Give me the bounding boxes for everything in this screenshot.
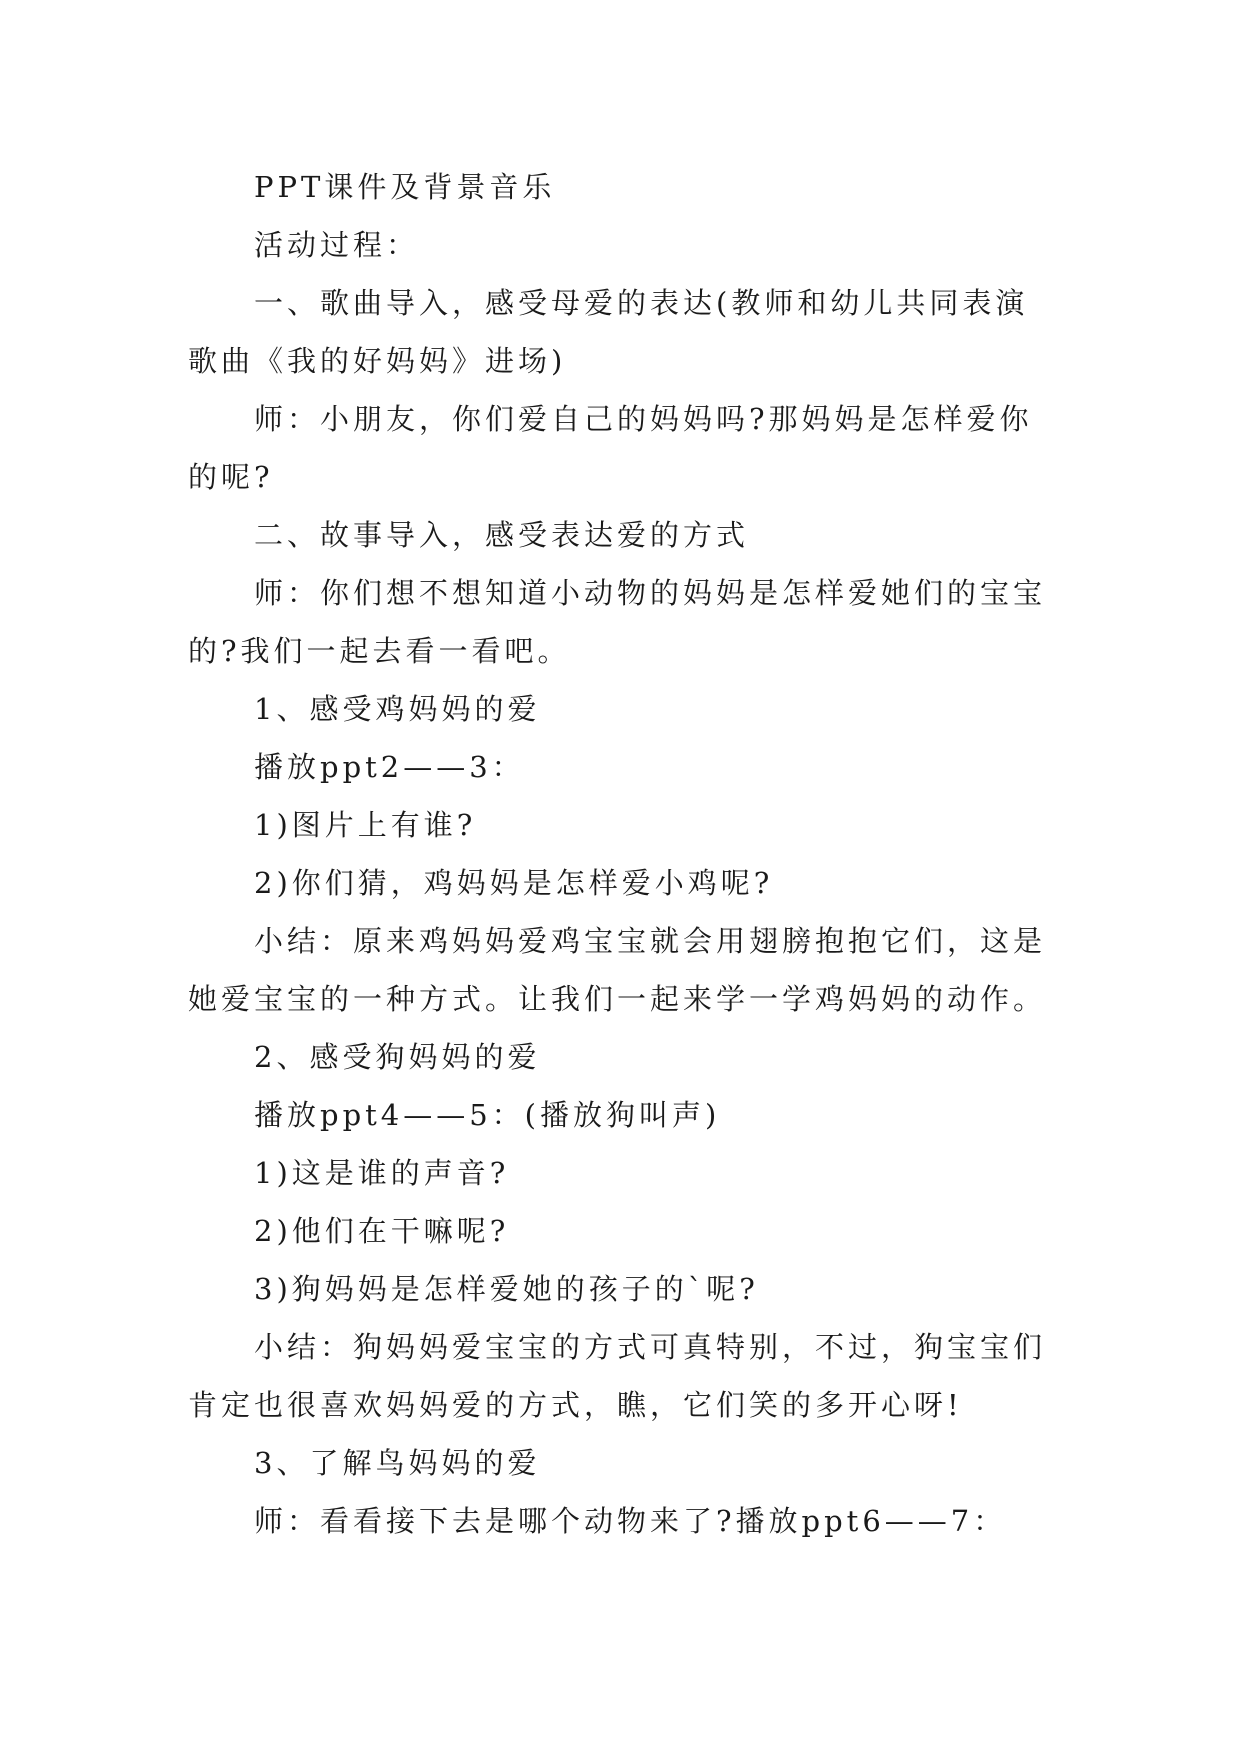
paragraph: 播放ppt2——3： (254, 750, 525, 784)
paragraph: 活动过程： (254, 228, 420, 262)
document-body (188, 158, 1058, 1550)
paragraph: 师：看看接下去是哪个动物来了?播放ppt6——7： (254, 1504, 1007, 1538)
paragraph: 2、感受狗妈妈的爱 (254, 1040, 541, 1074)
paragraph: 2)你们猜，鸡妈妈是怎样爱小鸡呢? (254, 866, 774, 900)
paragraph: 3、了解鸟妈妈的爱 (254, 1446, 541, 1480)
paragraph: 1、感受鸡妈妈的爱 (254, 692, 541, 726)
paragraph: 小结：原来鸡妈妈爱鸡宝宝就会用翅膀抱抱它们，这是她爱宝宝的一种方式。让我们一起来学一学鸡妈妈的动作。 (188, 924, 1047, 1016)
paragraph: 小结：狗妈妈爱宝宝的方式可真特别，不过，狗宝宝们肯定也很喜欢妈妈爱的方式，瞧，它们笑的多开心呀! (188, 1330, 1047, 1422)
paragraph: 师：你们想不想知道小动物的妈妈是怎样爱她们的宝宝的?我们一起去看一看吧。 (188, 576, 1047, 668)
paragraph: PPT课件及背景音乐 (254, 170, 556, 204)
paragraph: 二、故事导入，感受表达爱的方式 (254, 518, 750, 552)
paragraph: 1)图片上有谁? (254, 808, 477, 842)
paragraph: 师：小朋友，你们爱自己的妈妈吗?那妈妈是怎样爱你的呢? (188, 402, 1033, 494)
paragraph: 1)这是谁的声音? (254, 1156, 510, 1190)
paragraph: 3)狗妈妈是怎样爱她的孩子的`呢? (254, 1272, 759, 1306)
paragraph: 2)他们在干嘛呢? (254, 1214, 510, 1248)
paragraph: 播放ppt4——5：(播放狗叫声) (254, 1098, 721, 1132)
paragraph: 一、歌曲导入，感受母爱的表达(教师和幼儿共同表演歌曲《我的好妈妈》进场) (188, 286, 1029, 378)
